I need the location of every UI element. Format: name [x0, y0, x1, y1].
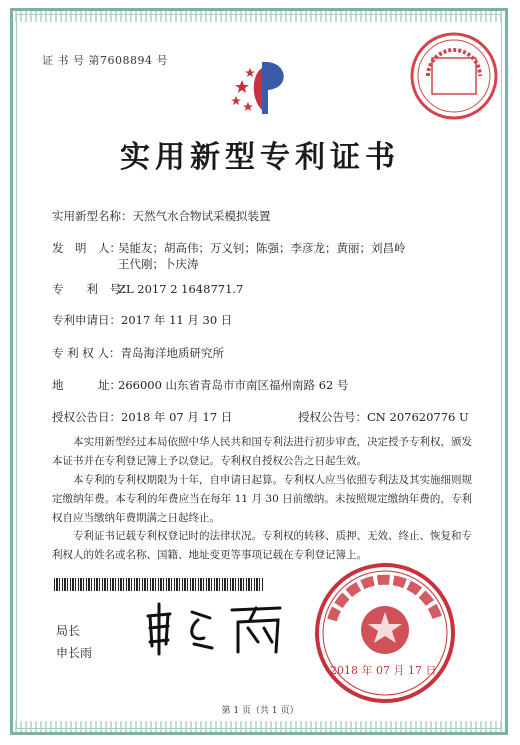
- cnipa-logo-icon: [228, 58, 294, 118]
- grant-date-row: [52, 409, 232, 425]
- holder-value: 青岛海洋地质研究所: [120, 346, 224, 360]
- inventor-line1: 吴能友；胡高伟；万义钊；陈强；李彦龙；黄丽；刘昌岭: [118, 241, 406, 255]
- handwritten-signature-icon: [140, 598, 300, 658]
- barcode: [54, 578, 264, 591]
- inventor-row: [52, 240, 406, 256]
- certificate-number: 证 书 号 第7608894 号: [42, 54, 168, 67]
- tax-stamp-icon: [408, 30, 500, 122]
- holder-row: [52, 345, 224, 361]
- seal-date: 2018 年 07 月 17 日: [330, 664, 437, 677]
- filing-date-row: [52, 312, 232, 328]
- inventor-line2: 王代刚；卜庆涛: [118, 257, 199, 271]
- body-paragraph-2: 本专利的专利权期限为十年，自申请日起算。专利权人应当依照专利法及其实施细则规定缴纳年费。本专利的年费应当在每年 11 月 30 日前缴纳。未按照规定缴纳年费的，专利权自应当缴纳年费期满之日起终止。: [52, 474, 472, 524]
- grant-date-label: 授权公告日：: [52, 410, 121, 424]
- holder-label: 专 利 权 人：: [52, 346, 121, 360]
- utility-name-row: [52, 208, 271, 224]
- director-title: 局长: [56, 624, 81, 638]
- page-title: 实用新型专利证书: [120, 140, 400, 175]
- official-seal-icon: [312, 560, 458, 706]
- filing-date-label: 专利申请日：: [52, 313, 121, 327]
- address-label: 地 址：: [52, 378, 121, 392]
- page-number: 第 1 页（共 1 页）: [221, 706, 299, 716]
- grant-date-value: 2018 年 07 月 17 日: [121, 410, 233, 424]
- inventor-label: 发 明 人：: [52, 241, 121, 255]
- grant-number-row: [298, 409, 469, 425]
- director-name: 申长雨: [56, 646, 93, 660]
- grant-number-value: CN 207620776 U: [367, 410, 469, 424]
- body-paragraph-1: 本实用新型经过本局依照中华人民共和国专利法进行初步审查，决定授予专利权，颁发本证书并在专利登记簿上予以登记。专利权自授权公告之日起生效。: [52, 436, 472, 467]
- filing-date-value: 2017 年 11 月 30 日: [121, 313, 233, 327]
- body-paragraph-3: 专利证书记载专利权登记时的法律状况。专利权的转移、质押、无效、终止、恢复和专利权人的姓名或名称、国籍、地址变更等事项记载在专利登记簿上。: [52, 530, 472, 561]
- utility-name-value: 天然气水合物试采模拟装置: [132, 209, 271, 223]
- utility-name-label: 实用新型名称：: [52, 209, 133, 223]
- address-value: 266000 山东省青岛市市南区福州南路 62 号: [118, 378, 349, 392]
- patent-number-value: ZL 2017 2 1648771.7: [118, 282, 244, 296]
- patent-number-label: 专 利 号：: [52, 282, 133, 296]
- patent-number-row: [52, 281, 243, 297]
- grant-number-label: 授权公告号：: [298, 410, 367, 424]
- address-row: [52, 377, 349, 393]
